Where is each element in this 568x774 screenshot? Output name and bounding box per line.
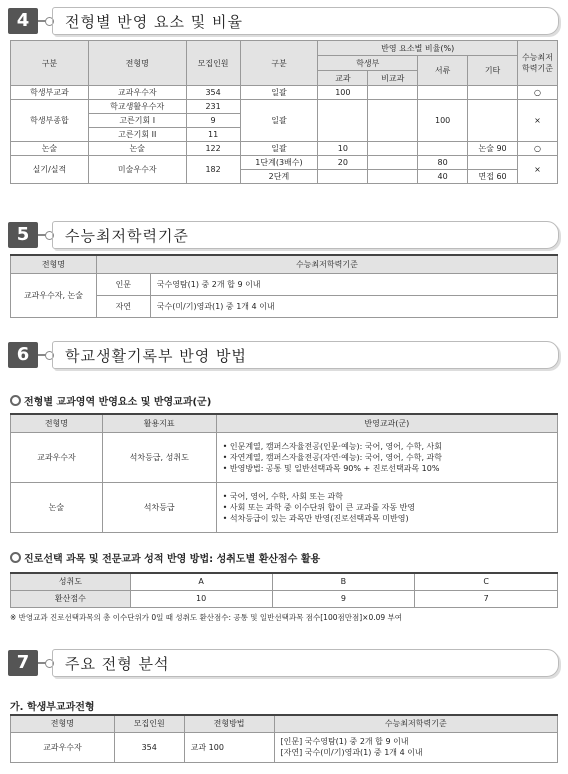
section-title: 주요 전형 분석 xyxy=(65,655,170,673)
table-cell xyxy=(368,142,418,156)
table-header-cell: 반영 요소별 비율(%) xyxy=(318,41,518,56)
table-row xyxy=(11,142,558,156)
table-cell: 교과우수자 xyxy=(11,432,103,482)
section-number: 4 xyxy=(8,8,38,34)
table-header-cell: 기타 xyxy=(468,56,518,86)
table-cell: 면접 60 xyxy=(468,170,518,184)
section-number: 7 xyxy=(8,650,38,676)
circle-bullet-icon xyxy=(10,395,21,406)
table-cell: 80 xyxy=(418,156,468,170)
table-cell: C xyxy=(415,573,558,590)
table-cell: 교과 100 xyxy=(184,732,274,762)
subsection-title: 전형별 교과영역 반영요소 및 반영교과(군) xyxy=(10,393,211,408)
table-cell xyxy=(318,170,368,184)
table-cell: 231 xyxy=(186,100,240,114)
min-standard-table xyxy=(10,254,558,318)
table-cell xyxy=(468,100,518,142)
table-cell: × xyxy=(518,156,558,184)
table-cell: 석차등급 xyxy=(102,482,216,532)
table-cell: 40 xyxy=(418,170,468,184)
section-7-header xyxy=(0,648,568,678)
table-cell: 인문 xyxy=(96,273,150,295)
table-header-cell: 구분 xyxy=(240,41,318,86)
table-header-cell: 수능최저학력기준 xyxy=(96,255,557,273)
table-cell: 100 xyxy=(418,100,468,142)
table-cell xyxy=(418,142,468,156)
section-title: 학교생활기록부 반영 방법 xyxy=(65,347,247,365)
table-row xyxy=(11,156,558,170)
table-cell: 논술 xyxy=(11,482,103,532)
table-cell: 자연 xyxy=(96,295,150,317)
table-cell: 논술 xyxy=(11,142,89,156)
table-cell: 10 xyxy=(130,590,272,607)
section-number: 6 xyxy=(8,342,38,368)
section-6-header xyxy=(0,340,568,370)
table-cell: 교과우수자 xyxy=(88,86,186,100)
table-cell: 9 xyxy=(272,590,415,607)
table-cell: 11 xyxy=(186,128,240,142)
table-cell xyxy=(418,86,468,100)
table-header-cell: 수능최저학력기준 xyxy=(274,715,557,732)
table-cell xyxy=(318,100,368,142)
table-cell: 354 xyxy=(186,86,240,100)
table-cell: 9 xyxy=(186,114,240,128)
table-row xyxy=(11,100,558,114)
table-cell xyxy=(368,100,418,142)
table-cell: × xyxy=(518,100,558,142)
table-cell: • 국어, 영어, 수학, 사회 또는 과학 • 사회 또는 과학 중 이수단위 합이 큰 교과를 자동 반영 • 석차등급이 있는 과목만 반영(진로선택과목 미반영) xyxy=(216,482,557,532)
table-header-cell: 모집인원 xyxy=(186,41,240,86)
table-header-cell: 수능최저 학력기준 xyxy=(518,41,558,86)
table-cell: 교과우수자 xyxy=(11,732,115,762)
table-cell: 7 xyxy=(415,590,558,607)
table-cell: 182 xyxy=(186,156,240,184)
table-cell: 일괄 xyxy=(240,142,318,156)
table-cell: 미술우수자 xyxy=(88,156,186,184)
table-cell: ○ xyxy=(518,86,558,100)
table-row xyxy=(11,482,558,532)
table-cell: 국수(미/기)영과(1) 중 1개 4 이내 xyxy=(150,295,557,317)
table-cell: 학생부교과 xyxy=(11,86,89,100)
table-header-cell: 전형명 xyxy=(11,715,115,732)
table-header-cell: 구분 xyxy=(11,41,89,86)
section-number: 5 xyxy=(8,222,38,248)
table-cell: 20 xyxy=(318,156,368,170)
table-cell: 논술 xyxy=(88,142,186,156)
table-header-cell: 전형방법 xyxy=(184,715,274,732)
section-4-header xyxy=(0,6,568,36)
section-title: 수능최저학력기준 xyxy=(65,227,189,245)
table-cell: 일괄 xyxy=(240,100,318,142)
circle-bullet-icon xyxy=(10,552,21,563)
table-cell: 10 xyxy=(318,142,368,156)
table-cell xyxy=(468,86,518,100)
table-header-cell: 활용지표 xyxy=(102,414,216,432)
table-cell: 석차등급, 성취도 xyxy=(102,432,216,482)
table-cell: A xyxy=(130,573,272,590)
table-cell: 논술 90 xyxy=(468,142,518,156)
table-cell: 1단계(3배수) xyxy=(240,156,318,170)
analysis-table xyxy=(10,714,558,763)
table-cell: 일괄 xyxy=(240,86,318,100)
table-cell: 고른기회 II xyxy=(88,128,186,142)
table-header-cell: 전형명 xyxy=(11,414,103,432)
table-cell: B xyxy=(272,573,415,590)
footnote: ※ 반영교과 진로선택과목의 총 이수단위가 0일 때 성취도 환산점수: 공통 및 일반선택과목 점수[100점만점]×0.09 부여 xyxy=(10,613,403,622)
table-header-cell: 모집인원 xyxy=(114,715,184,732)
section-5-header xyxy=(0,220,568,250)
section-title: 전형별 반영 요소 및 비율 xyxy=(65,13,243,31)
table-header-cell: 학생부 xyxy=(318,56,418,71)
table-row xyxy=(11,432,558,482)
subsection-title: 진로선택 과목 및 전문교과 성적 반영 방법: 성취도별 환산점수 활용 xyxy=(10,550,320,565)
table-header-cell: 교과 xyxy=(318,71,368,86)
table-cell: • 인문계열, 캠퍼스자율전공(인문·예능): 국어, 영어, 수학, 사회 • 자연계열, 캠퍼스자율전공(자연·예능): 국어, 영어, 수학, 과학 • 반영방법: 공통 및 일반선택과목 90% + 진로선택과목 10% xyxy=(216,432,557,482)
table-header-cell: 비교과 xyxy=(368,71,418,86)
table-header-cell: 환산점수 xyxy=(11,590,131,607)
table-row xyxy=(11,732,558,762)
subsection-title: 가. 학생부교과전형 xyxy=(10,702,95,713)
table-header-cell: 성취도 xyxy=(11,573,131,590)
table-header-cell: 반영교과(군) xyxy=(216,414,557,432)
table-header-cell: 서류 xyxy=(418,56,468,86)
table-cell: 122 xyxy=(186,142,240,156)
ratio-table xyxy=(10,40,558,184)
table-header-cell: 전형명 xyxy=(11,255,97,273)
subject-table xyxy=(10,413,558,533)
table-cell: 고른기회 I xyxy=(88,114,186,128)
table-cell: 100 xyxy=(318,86,368,100)
table-cell xyxy=(368,156,418,170)
table-cell: 학교생활우수자 xyxy=(88,100,186,114)
table-row xyxy=(11,86,558,100)
grade-table xyxy=(10,572,558,608)
exam-type-name: 교과우수자, 논술 xyxy=(11,273,97,317)
table-header-cell: 전형명 xyxy=(88,41,186,86)
table-cell: [인문] 국수영탐(1) 중 2개 합 9 이내 [자연] 국수(미/기)영과(1) 중 1개 4 이내 xyxy=(274,732,557,762)
table-cell xyxy=(368,86,418,100)
table-cell xyxy=(468,156,518,170)
table-cell: 실기/실적 xyxy=(11,156,89,184)
table-cell: 학생부종합 xyxy=(11,100,89,142)
table-cell: 2단계 xyxy=(240,170,318,184)
table-cell: 국수영탐(1) 중 2개 합 9 이내 xyxy=(150,273,557,295)
table-cell xyxy=(368,170,418,184)
table-cell: 354 xyxy=(114,732,184,762)
table-cell: ○ xyxy=(518,142,558,156)
